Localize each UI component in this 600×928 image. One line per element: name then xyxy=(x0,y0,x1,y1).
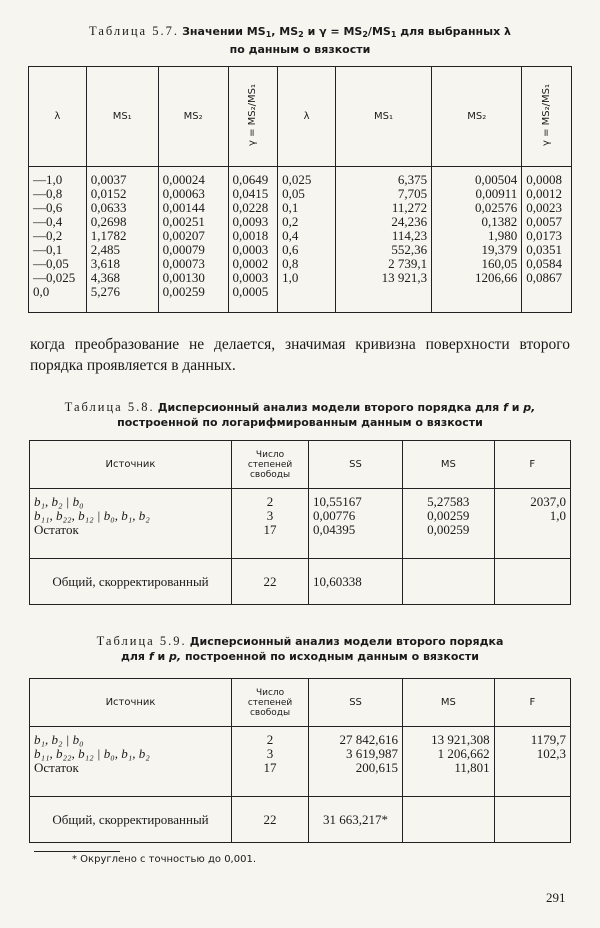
total-ss: 31 663,217* xyxy=(309,797,403,843)
caption-part: и xyxy=(157,650,166,663)
total-df: 22 xyxy=(232,559,309,605)
cell: 19,379 xyxy=(481,242,518,257)
cell: 4,368 xyxy=(90,270,120,285)
cell: 0,00144 xyxy=(162,200,205,215)
cell: Остаток xyxy=(34,522,79,537)
header-f: F xyxy=(494,679,570,727)
cell: 0,0867 xyxy=(526,270,563,285)
cell: —0,6 xyxy=(33,200,63,215)
col-ms xyxy=(403,727,495,797)
header-gamma-a-text: γ = MS₂/MS₁ xyxy=(247,84,259,146)
cell: 2 739,1 xyxy=(388,256,428,271)
cell: 0,2698 xyxy=(90,214,127,229)
table-5-7-caption xyxy=(0,24,600,57)
header-gamma-b xyxy=(522,67,572,167)
table-5-9-title: Дисперсионный анализ модели второго порядка xyxy=(189,635,504,648)
cell: 160,05 xyxy=(481,256,518,271)
cell: 0,0351 xyxy=(526,242,563,257)
cell: 0,0173 xyxy=(526,228,563,243)
cell: 102,3 xyxy=(536,746,566,761)
cell: 1,1782 xyxy=(90,228,127,243)
header-source: Источник xyxy=(30,441,232,489)
col-f xyxy=(494,489,570,559)
cell: 3 xyxy=(266,746,274,761)
cell: 0,0633 xyxy=(90,200,127,215)
cell: 0,0002 xyxy=(232,256,269,271)
header-ms: MS xyxy=(403,441,495,489)
cell: Остаток xyxy=(34,760,79,775)
cell: b₁₁, b₂₂, b₁₂ | b₀, b₁, b₂ xyxy=(34,746,150,761)
cell: 0,1 xyxy=(282,200,299,215)
cell: 3 xyxy=(266,508,274,523)
col-df xyxy=(232,727,309,797)
cell: —0,025 xyxy=(33,270,76,285)
cell: 0,1382 xyxy=(481,214,518,229)
cell: 0,00259 xyxy=(162,284,205,299)
cell: 7,705 xyxy=(397,186,428,201)
table-5-7 xyxy=(28,66,572,313)
cell: 0,0005 xyxy=(232,284,269,299)
footnote: * Округлено с точностью до 0,001. xyxy=(72,854,257,865)
table-5-7-caption-line2: по данным о вязкости xyxy=(229,43,371,56)
cell: 1 206,662 xyxy=(437,746,490,761)
cell: 0,00024 xyxy=(162,172,205,187)
cell: 0,0093 xyxy=(232,214,269,229)
cell: 0,0008 xyxy=(526,172,563,187)
cell: 0,04395 xyxy=(313,522,356,537)
col-source xyxy=(30,727,232,797)
table-5-7-title xyxy=(182,25,511,38)
cell: 0,0152 xyxy=(90,186,127,201)
total-df: 22 xyxy=(232,797,309,843)
cell: 3 619,987 xyxy=(346,746,399,761)
cell: 0,0003 xyxy=(232,270,269,285)
cell: 0,00207 xyxy=(162,228,205,243)
cell: 0,0023 xyxy=(526,200,563,215)
cell: 0,00079 xyxy=(162,242,205,257)
total-label: Общий, скорректированный xyxy=(30,559,232,605)
caption-part: Значении MS xyxy=(182,25,266,38)
header-ms1-a: MS₁ xyxy=(86,67,158,167)
cell: 0,02576 xyxy=(475,200,518,215)
cell: 11,801 xyxy=(454,760,490,775)
col-ms2-a xyxy=(158,167,228,313)
col-ms1-b xyxy=(335,167,431,313)
cell: 2,485 xyxy=(90,242,120,257)
table-5-7-label: Таблица 5.7. xyxy=(89,24,179,38)
table-5-8-label: Таблица 5.8. xyxy=(64,400,155,414)
cell: 0,2 xyxy=(282,214,299,229)
col-ms xyxy=(403,489,495,559)
cell: 27 842,616 xyxy=(339,732,399,747)
col-ss xyxy=(309,727,403,797)
caption-part: , MS xyxy=(271,25,299,38)
table-5-8-caption-line2: построенной по логарифмированным данным о вязкости xyxy=(117,416,483,429)
header-df: Число степеней свободы xyxy=(232,441,309,489)
cell: 2037,0 xyxy=(530,494,566,509)
header-ms1-b: MS₁ xyxy=(335,67,431,167)
subscript: 2 xyxy=(298,30,304,39)
cell: 13 921,3 xyxy=(381,270,428,285)
caption-part: и γ = MS xyxy=(303,25,363,38)
cell: b₁₁, b₂₂, b₁₂ | b₀, b₁, b₂ xyxy=(34,508,150,523)
cell: 0,00073 xyxy=(162,256,205,271)
col-df xyxy=(232,489,309,559)
col-gamma-a xyxy=(228,167,278,313)
header-gamma-a xyxy=(228,67,278,167)
cell: —0,05 xyxy=(33,256,69,271)
header-ss: SS xyxy=(309,441,403,489)
cell: 1179,7 xyxy=(530,732,566,747)
header-source: Источник xyxy=(30,679,232,727)
body-paragraph: когда преобразование не делается, значимая кривизна поверхности второго порядка проявляется в данных. xyxy=(30,336,570,374)
cell: 0,00776 xyxy=(313,508,356,523)
total-f-empty xyxy=(494,797,570,843)
cell: 0,00504 xyxy=(475,172,518,187)
subscript: 2 xyxy=(362,30,368,39)
cell: 0,0057 xyxy=(526,214,563,229)
col-lambda-b xyxy=(278,167,336,313)
header-lambda-a: λ xyxy=(29,67,87,167)
cell: 114,23 xyxy=(391,228,428,243)
cell: 1,0 xyxy=(282,270,299,285)
caption-part: Дисперсионный анализ модели второго порядка для xyxy=(157,401,500,414)
header-ms2-b: MS₂ xyxy=(432,67,522,167)
cell: b₁, b₂ | b₀ xyxy=(34,494,84,509)
page-number: 291 xyxy=(546,890,566,905)
cell: 5,27583 xyxy=(427,494,470,509)
table-5-9-label: Таблица 5.9. xyxy=(96,634,187,648)
cell: 0,0037 xyxy=(90,172,127,187)
total-ss: 10,60338 xyxy=(309,559,403,605)
cell: 0,0584 xyxy=(526,256,563,271)
header-gamma-b-text: γ = MS₂/MS₁ xyxy=(541,84,553,146)
cell: 0,0 xyxy=(33,284,50,299)
header-df: Число степеней свободы xyxy=(232,679,309,727)
table-5-9-caption xyxy=(0,634,600,664)
cell: 2 xyxy=(266,494,274,509)
cell: 5,276 xyxy=(90,284,120,299)
cell: 0,0012 xyxy=(526,186,563,201)
cell: —0,2 xyxy=(33,228,63,243)
total-f-empty xyxy=(494,559,570,605)
header-f: F xyxy=(494,441,570,489)
cell: 17 xyxy=(263,760,277,775)
cell: 1206,66 xyxy=(475,270,518,285)
header-ss: SS xyxy=(309,679,403,727)
cell: 0,00063 xyxy=(162,186,205,201)
caption-part: /MS xyxy=(367,25,391,38)
col-lambda-a xyxy=(29,167,87,313)
cell: 3,618 xyxy=(90,256,120,271)
cell: 0,0228 xyxy=(232,200,269,215)
cell: —0,1 xyxy=(33,242,63,257)
cell: 2 xyxy=(266,732,274,747)
caption-part: p, xyxy=(169,650,182,663)
total-label: Общий, скорректированный xyxy=(30,797,232,843)
cell: 17 xyxy=(263,522,277,537)
cell: 0,8 xyxy=(282,256,299,271)
subscript: 1 xyxy=(265,30,272,39)
table-5-8 xyxy=(29,440,571,605)
cell: 11,272 xyxy=(391,200,428,215)
cell: b₁, b₂ | b₀ xyxy=(34,732,84,747)
subscript: 1 xyxy=(390,30,397,39)
cell: 0,6 xyxy=(282,242,299,257)
table-5-9 xyxy=(29,678,571,843)
cell: 0,0003 xyxy=(232,242,269,257)
caption-part: p, xyxy=(523,401,536,414)
cell: 0,0415 xyxy=(232,186,269,201)
caption-part: f xyxy=(148,650,154,663)
table-5-8-caption xyxy=(0,400,600,430)
cell: 1,980 xyxy=(488,228,518,243)
cell: 0,4 xyxy=(282,228,299,243)
cell: 0,00251 xyxy=(162,214,205,229)
cell: 1,0 xyxy=(549,508,566,523)
col-source xyxy=(30,489,232,559)
cell: 0,0649 xyxy=(232,172,269,187)
caption-part: построенной по исходным данным о вязкости xyxy=(184,650,480,663)
cell: 0,00259 xyxy=(427,508,470,523)
col-ss xyxy=(309,489,403,559)
cell: 0,00911 xyxy=(475,186,518,201)
cell: 552,36 xyxy=(391,242,428,257)
total-ms-empty xyxy=(403,797,495,843)
header-ms2-a: MS₂ xyxy=(158,67,228,167)
cell: 0,00130 xyxy=(162,270,205,285)
total-ms-empty xyxy=(403,559,495,605)
caption-part: f xyxy=(503,401,508,414)
header-ms: MS xyxy=(403,679,495,727)
cell: —0,4 xyxy=(33,214,63,229)
cell: 0,0018 xyxy=(232,228,269,243)
cell: 0,00259 xyxy=(427,522,470,537)
cell: 10,55167 xyxy=(313,494,362,509)
cell: 0,025 xyxy=(282,172,312,187)
caption-part: для выбранных λ xyxy=(396,25,511,38)
col-f xyxy=(494,727,570,797)
cell: 200,615 xyxy=(355,760,399,775)
cell: 24,236 xyxy=(391,214,428,229)
caption-part: для xyxy=(120,650,145,663)
cell: —1,0 xyxy=(33,172,63,187)
caption-part: и xyxy=(511,401,520,414)
header-lambda-b: λ xyxy=(278,67,336,167)
cell: 6,375 xyxy=(397,172,428,187)
col-ms2-b xyxy=(432,167,522,313)
col-ms1-a xyxy=(86,167,158,313)
cell: 0,05 xyxy=(282,186,305,201)
cell: —0,8 xyxy=(33,186,63,201)
col-gamma-b xyxy=(522,167,572,313)
footnote-rule xyxy=(34,851,120,852)
cell: 13 921,308 xyxy=(431,732,490,747)
